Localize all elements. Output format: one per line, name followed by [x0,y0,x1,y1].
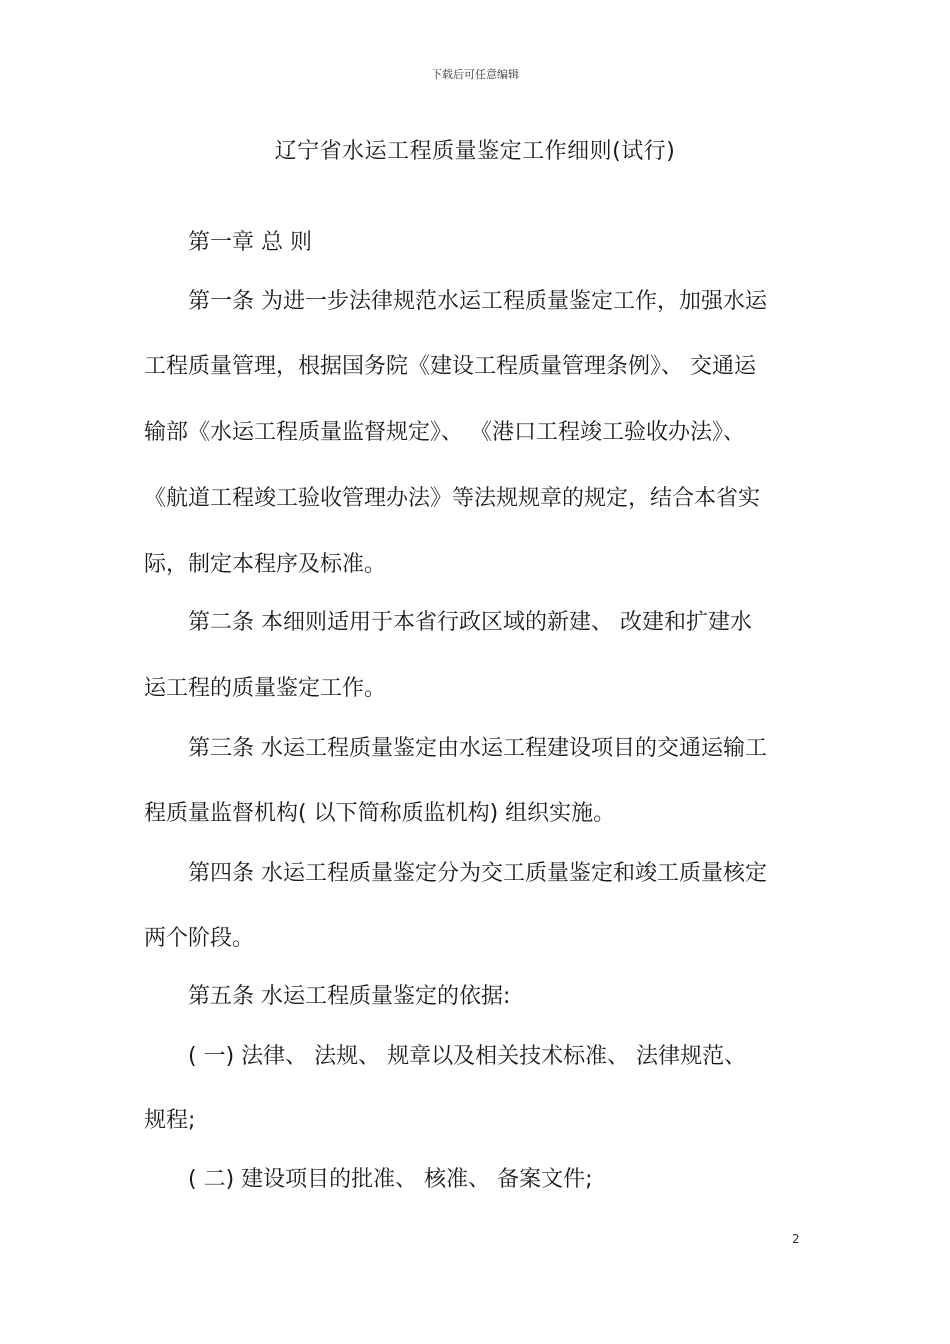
body-line: 工程质量管理，根据国务院《建设工程质量管理条例》、 交通运 [144,354,756,379]
body-line: 际，制定本程序及标准。 [144,552,387,577]
body-line: 输部《水运工程质量监督规定》、 《港口工程竣工验收办法》、 [144,420,745,445]
body-line: 第二条 本细则适用于本省行政区域的新建、 改建和扩建水 [144,610,752,635]
body-line: 第一章 总 则 [144,230,312,255]
body-line: 运工程的质量鉴定工作。 [144,676,387,701]
body-line: ( 二) 建设项目的批准、 核准、 备案文件; [144,1167,593,1192]
body-line: 第三条 水运工程质量鉴定由水运工程建设项目的交通运输工 [144,736,767,761]
body-line: 第一条 为进一步法律规范水运工程质量鉴定工作，加强水运 [144,289,767,314]
body-line: 规程; [144,1108,196,1133]
page-number: 2 [792,1232,800,1246]
body-line: 程质量监督机构( 以下简称质监机构) 组织实施。 [144,801,616,826]
body-line: 第四条 水运工程质量鉴定分为交工质量鉴定和竣工质量核定 [144,861,767,886]
header-note: 下载后可任意编辑 [431,68,519,81]
body-line: 第五条 水运工程质量鉴定的依据: [144,984,511,1009]
document-title: 辽宁省水运工程质量鉴定工作细则(试行) [274,139,676,164]
body-line: 《航道工程竣工验收管理办法》等法规规章的规定，结合本省实 [144,486,761,511]
body-line: ( 一) 法律、 法规、 规章以及相关技术标准、 法律规范、 [144,1044,747,1069]
body-line: 两个阶段。 [144,926,255,951]
